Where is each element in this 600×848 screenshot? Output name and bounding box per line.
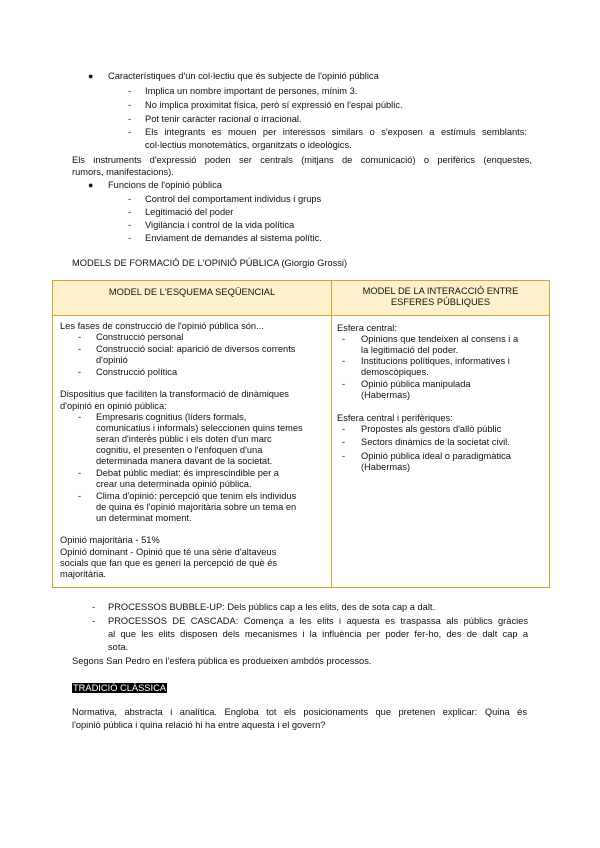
dispositiu-line: Empresaris cognitius (líders formals, — [96, 412, 247, 422]
dash: - — [78, 332, 82, 342]
dash: - — [78, 344, 82, 354]
dispositiu-line: de quina és l'opinió majoritària sobre un tema en — [96, 502, 297, 512]
central-line: Opinió pública manipulada — [361, 379, 471, 389]
dash: - — [342, 356, 346, 366]
top-item: Pot tenir caràcter racional o irracional. — [145, 114, 302, 124]
fases-intro: Les fases de construcció de l'opinió pública són... — [60, 321, 264, 331]
tradicio-heading — [72, 683, 167, 695]
dominant-line: majoritària. — [60, 569, 106, 579]
top-item: Els integrants es mouen per interessos similars o s'exposen a estímuls semblants: — [145, 127, 527, 137]
central-line: Institucions polítiques, informatives i — [361, 356, 510, 366]
dispositiu-line: un determinat moment. — [96, 513, 192, 523]
dash: - — [78, 412, 82, 422]
dominant-line: socials que fan que es generi la percepció de què és — [60, 558, 278, 568]
dash: - — [128, 233, 132, 243]
dispositius-intro: Dispositius que faciliten la transformació de dinàmiques — [60, 389, 289, 399]
dash: - — [78, 367, 82, 377]
col2-header-line: ESFERES PÚBLIQUES — [390, 297, 491, 307]
proces-line: PROCESSOS BUBBLE-UP: Dels públics cap a les elits, des de sota cap a dalt. — [108, 602, 436, 612]
bullet-dot: ● — [88, 180, 94, 190]
models-table — [52, 280, 550, 588]
majoritaria: Opinió majoritària - 51% — [60, 535, 160, 545]
dash: - — [128, 100, 132, 110]
dash: - — [92, 616, 96, 626]
central-line: demoscòpiques. — [361, 367, 429, 377]
san-pedro: Segons San Pedro en l'esfera pública es produeixen ambdós processos. — [72, 656, 372, 666]
dash: - — [78, 468, 82, 478]
dash: - — [128, 220, 132, 230]
periferic-line: Sectors dinàmics de la societat civil. — [361, 437, 510, 447]
central-title: Esfera central: — [337, 323, 397, 333]
tradicio-heading-text: TRADICIÓ CLÀSSICA — [73, 683, 166, 693]
periferic-line: Propostes als gestors d'allò públic — [361, 424, 502, 434]
dispositiu-line: cognitiu, el presenten o l'enfoquen d'una — [96, 445, 263, 455]
table-header-col2 — [332, 281, 549, 316]
col1-header: MODEL DE L'ESQUEMA SEQÜENCIAL — [108, 287, 276, 297]
top-bullet-title: Característiques d'un col·lectiu que és subjecte de l'opinió pública — [108, 71, 379, 81]
models-heading: MODELS DE FORMACIÓ DE L'OPINIÓ PÚBLICA (Giorgio Grossi) — [72, 258, 348, 268]
dash: - — [342, 379, 346, 389]
dash: - — [128, 207, 132, 217]
funcio-item: Enviament de demandes al sistema polític. — [145, 233, 322, 243]
dispositiu-line: Debat públic mediat: és imprescindible per a — [96, 468, 279, 478]
dispositiu-line: seran d'interès públic i els doten d'un marc — [96, 434, 272, 444]
instruments-line: Els instruments d'expressió poden ser centrals (mitjans de comunicació) o perifèrics (enquestes, — [72, 155, 532, 165]
funcio-item: Vigilància i control de la vida política — [145, 220, 295, 230]
funcio-item: Legitimació del poder — [145, 207, 234, 217]
dash: - — [92, 602, 96, 612]
tradicio-line: l'opinió pública i quina relació hi ha entre aquesta i el govern? — [72, 720, 326, 730]
dispositiu-line: determinada manera davant de la societat. — [96, 456, 273, 466]
top-item: Implica un nombre important de persones, mínim 3. — [145, 86, 358, 96]
dash: - — [128, 194, 132, 204]
fase-item: Construcció social: aparició de diversos corrents — [96, 344, 296, 354]
dash: - — [128, 86, 132, 96]
dash: - — [342, 451, 346, 461]
funcions-title: Funcions de l'opinió pública — [108, 180, 222, 190]
dash: - — [342, 334, 346, 344]
fase-item-cont: d'opinió — [96, 355, 128, 365]
dispositiu-line: crear una determinada opinió pública. — [96, 479, 252, 489]
proces-line: sota. — [108, 642, 129, 652]
tradicio-line: Normativa, abstracta i analítica. Engloba tot els posicionaments que pretenen explicar: Quina és — [72, 707, 527, 717]
fase-item: Construcció política — [96, 367, 178, 377]
bullet-dot: ● — [88, 71, 94, 81]
periferic-title: Esfera central i perifèriques: — [337, 413, 453, 423]
central-line: Opinions que tendeixen al consens i a — [361, 334, 519, 344]
fase-item: Construcció personal — [96, 332, 184, 342]
top-item-cont: col·lectius monotemàtics, organitzats o ideològics. — [145, 140, 352, 150]
proces-line: al que les elits disposen dels mecanismes i la influència per poder fer-ho, des de dalt cap a — [108, 629, 528, 639]
table-divider — [331, 281, 332, 587]
dominant-line: Opinió dominant - Opinió que té una sèrie d'altaveus — [60, 547, 277, 557]
proces-line: PROCESSOS DE CASCADA: Comença a les elits i aquesta es traspassa als públics gràcies — [108, 616, 528, 626]
dash: - — [128, 114, 132, 124]
top-item: No implica proximitat física, però sí expressió en l'espai públic. — [145, 100, 403, 110]
instruments-line: rumors, manifestacions). — [72, 167, 174, 177]
dash: - — [128, 127, 132, 137]
dispositiu-line: Clima d'opinió: percepció que tenim els individus — [96, 491, 297, 501]
central-line: (Habermas) — [361, 390, 411, 400]
dash: - — [342, 424, 346, 434]
dispositiu-line: comunicatius i informals) seleccionen quins temes — [96, 423, 303, 433]
dash: - — [342, 437, 346, 447]
central-line: la legitimació del poder. — [361, 345, 459, 355]
dash: - — [78, 491, 82, 501]
periferic-line: Opinió pública ideal o paradigmàtica — [361, 451, 511, 461]
dispositius-intro: d'opinió en opinió pública: — [60, 401, 167, 411]
periferic-line: (Habermas) — [361, 462, 411, 472]
table-header-col1 — [53, 281, 331, 316]
funcio-item: Control del comportament individus i grups — [145, 194, 322, 204]
col2-header-line: MODEL DE LA INTERACCIÓ ENTRE — [362, 286, 519, 296]
